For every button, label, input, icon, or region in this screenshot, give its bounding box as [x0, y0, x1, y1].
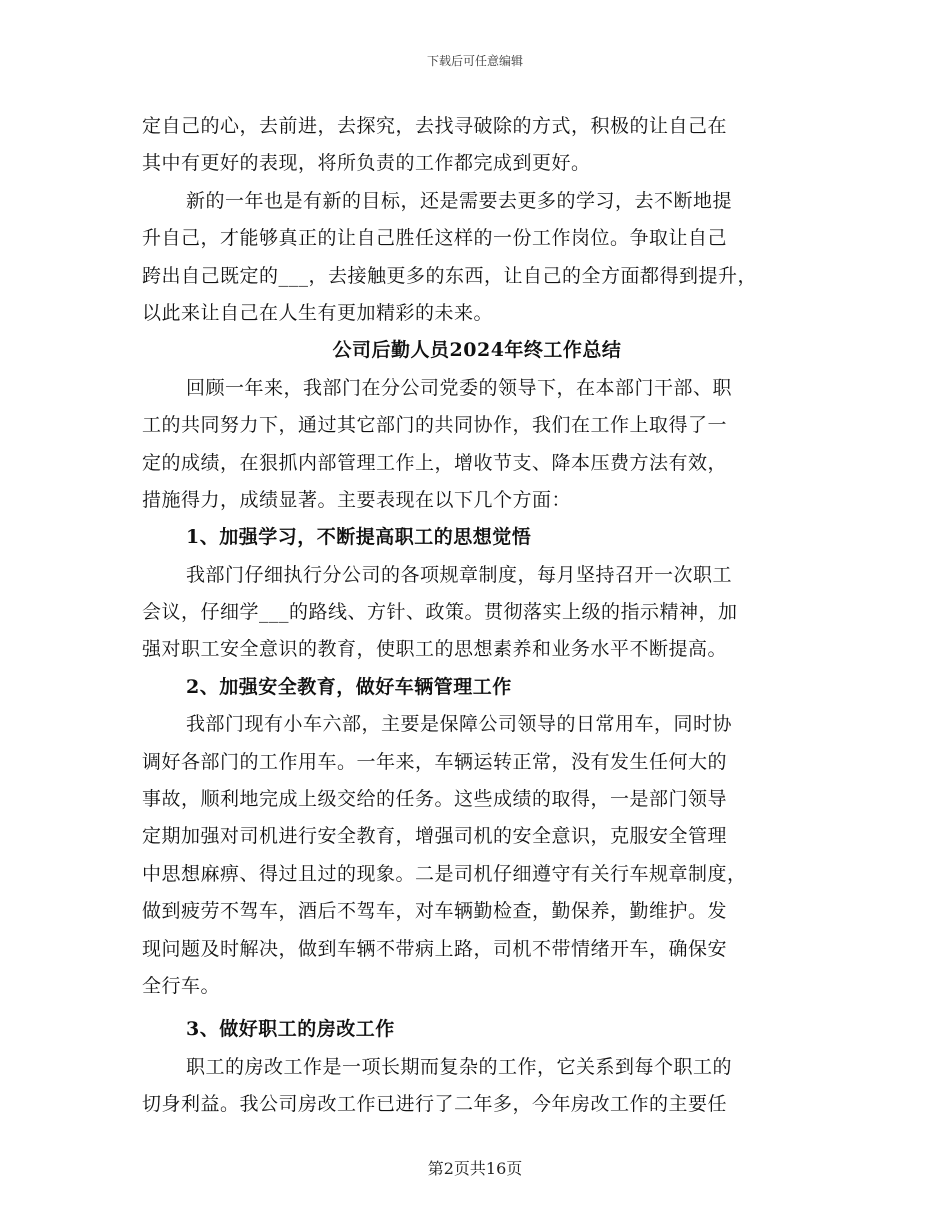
body-line: 中思想麻痹、得过且过的现象。二是司机仔细遵守有关行车规章制度，: [142, 862, 747, 885]
page-header-note: 下载后可任意编辑: [426, 54, 523, 68]
body-line: 会议，仔细学___的路线、方针、政策。贯彻落实上级的指示精神，加: [142, 601, 738, 624]
page-number-footer: 第2页共16页: [427, 1159, 523, 1178]
body-line: 措施得力，成绩显著。主要表现在以下几个方面：: [142, 488, 572, 511]
body-line: 强对职工安全意识的教育，使职工的思想素养和业务水平不断提高。: [142, 638, 728, 661]
body-line: 现问题及时解决，做到车辆不带病上路，司机不带情绪开车，确保安: [142, 937, 728, 960]
body-line: 做到疲劳不驾车，酒后不驾车，对车辆勤检查，勤保养，勤维护。发: [142, 900, 728, 923]
paragraph-start-line: 我部门仔细执行分公司的各项规章制度，每月坚持召开一次职工: [186, 563, 733, 586]
body-line: 定的成绩，在狠抓内部管理工作上，增收节支、降本压费方法有效，: [142, 451, 728, 474]
body-line: 其中有更好的表现，将所负责的工作都完成到更好。: [142, 152, 591, 175]
section-heading-1: 1、加强学习，不断提高职工的思想觉悟: [186, 526, 532, 549]
body-line: 工的共同努力下，通过其它部门的共同协作，我们在工作上取得了一: [142, 414, 728, 437]
section-heading-2: 2、加强安全教育，做好车辆管理工作: [186, 675, 512, 698]
document-body: [142, 108, 812, 1124]
paragraph-start-line: 我部门现有小车六部，主要是保障公司领导的日常用车，同时协: [186, 713, 733, 736]
paragraph-start-line: 新的一年也是有新的目标，还是需要去更多的学习，去不断地提: [186, 189, 733, 212]
body-line: 跨出自己既定的___，去接触更多的东西，让自己的全方面都得到提升，: [142, 264, 758, 287]
body-line: 定自己的心，去前进，去探究，去找寻破除的方式，积极的让自己在: [142, 115, 728, 137]
body-line: 定期加强对司机进行安全教育，增强司机的安全意识，克服安全管理: [142, 825, 728, 848]
body-line: 事故，顺利地完成上级交给的任务。这些成绩的取得，一是部门领导: [142, 788, 728, 811]
body-line: 以此来让自己在人生有更加精彩的未来。: [142, 301, 494, 324]
section-heading-3: 3、做好职工的房改工作: [186, 1018, 395, 1041]
body-line: 升自己，才能够真正的让自己胜任这样的一份工作岗位。争取让自己: [142, 227, 728, 250]
body-line: 调好各部门的工作用车。一年来，车辆运转正常，没有发生任何大的: [142, 750, 728, 773]
paragraph-start-line: 职工的房改工作是一项长期而复杂的工作，它关系到每个职工的: [186, 1055, 733, 1078]
body-line: 切身利益。我公司房改工作已进行了二年多，今年房改工作的主要任: [142, 1093, 728, 1116]
document-title: 公司后勤人员2024年终工作总结: [332, 339, 622, 362]
body-line: 全行车。: [142, 974, 221, 997]
paragraph-start-line: 回顾一年来，我部门在分公司党委的领导下，在本部门干部、职: [186, 376, 733, 399]
